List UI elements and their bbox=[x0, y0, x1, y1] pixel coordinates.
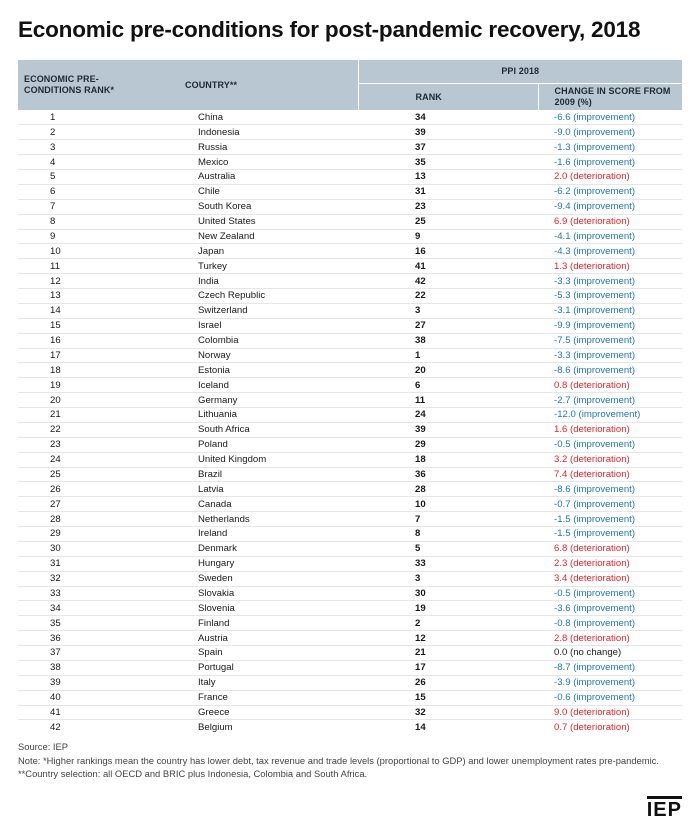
table-row bbox=[18, 214, 682, 229]
cell-change: 9.0 (deterioration) bbox=[538, 705, 682, 720]
cell-change: 0.8 (deterioration) bbox=[538, 378, 682, 393]
cell-change: -2.7 (improvement) bbox=[538, 393, 682, 408]
table-row bbox=[18, 497, 682, 512]
cell-ppi-rank: 28 bbox=[358, 482, 538, 497]
table-row bbox=[18, 541, 682, 556]
cell-change: 3.2 (deterioration) bbox=[538, 452, 682, 467]
cell-change: 2.8 (deterioration) bbox=[538, 631, 682, 646]
iep-logo: IEP bbox=[647, 796, 682, 820]
cell-rank: 4 bbox=[18, 155, 126, 170]
table-row bbox=[18, 333, 682, 348]
cell-ppi-rank: 2 bbox=[358, 616, 538, 631]
cell-ppi-rank: 41 bbox=[358, 259, 538, 274]
cell-ppi-rank: 21 bbox=[358, 646, 538, 661]
table-row bbox=[18, 110, 682, 125]
cell-rank: 15 bbox=[18, 318, 126, 333]
cell-ppi-rank: 29 bbox=[358, 437, 538, 452]
cell-rank: 3 bbox=[18, 140, 126, 155]
cell-ppi-rank: 8 bbox=[358, 527, 538, 542]
cell-country: Slovakia bbox=[126, 586, 358, 601]
cell-ppi-rank: 3 bbox=[358, 303, 538, 318]
table-row bbox=[18, 690, 682, 705]
cell-country: Canada bbox=[126, 497, 358, 512]
cell-rank: 35 bbox=[18, 616, 126, 631]
table-row bbox=[18, 274, 682, 289]
table-row bbox=[18, 646, 682, 661]
cell-rank: 11 bbox=[18, 259, 126, 274]
table-row bbox=[18, 170, 682, 185]
cell-country: Poland bbox=[126, 437, 358, 452]
cell-country: Australia bbox=[126, 170, 358, 185]
cell-rank: 30 bbox=[18, 541, 126, 556]
cell-country: Russia bbox=[126, 140, 358, 155]
cell-change: -1.5 (improvement) bbox=[538, 527, 682, 542]
cell-rank: 14 bbox=[18, 303, 126, 318]
cell-change: -7.5 (improvement) bbox=[538, 333, 682, 348]
cell-rank: 19 bbox=[18, 378, 126, 393]
cell-rank: 18 bbox=[18, 363, 126, 378]
table-row bbox=[18, 675, 682, 690]
cell-country: South Korea bbox=[126, 199, 358, 214]
cell-country: New Zealand bbox=[126, 229, 358, 244]
cell-ppi-rank: 42 bbox=[358, 274, 538, 289]
table-row bbox=[18, 512, 682, 527]
table-row bbox=[18, 184, 682, 199]
cell-country: Spain bbox=[126, 646, 358, 661]
cell-change: -12.0 (improvement) bbox=[538, 408, 682, 423]
cell-change: -3.1 (improvement) bbox=[538, 303, 682, 318]
cell-ppi-rank: 24 bbox=[358, 408, 538, 423]
table-row bbox=[18, 363, 682, 378]
cell-ppi-rank: 26 bbox=[358, 675, 538, 690]
cell-change: 0.7 (deterioration) bbox=[538, 720, 682, 735]
table-row bbox=[18, 155, 682, 170]
table-row bbox=[18, 289, 682, 304]
cell-change: -3.6 (improvement) bbox=[538, 601, 682, 616]
cell-country: Slovenia bbox=[126, 601, 358, 616]
cell-country: Germany bbox=[126, 393, 358, 408]
chart-title: Economic pre-conditions for post-pandemic recovery, 2018 bbox=[18, 17, 641, 42]
cell-ppi-rank: 25 bbox=[358, 214, 538, 229]
cell-country: Norway bbox=[126, 348, 358, 363]
cell-ppi-rank: 5 bbox=[358, 541, 538, 556]
cell-ppi-rank: 6 bbox=[358, 378, 538, 393]
cell-country: Japan bbox=[126, 244, 358, 259]
table-row bbox=[18, 318, 682, 333]
cell-country: Austria bbox=[126, 631, 358, 646]
cell-rank: 2 bbox=[18, 125, 126, 140]
cell-rank: 28 bbox=[18, 512, 126, 527]
table-row bbox=[18, 303, 682, 318]
cell-rank: 22 bbox=[18, 422, 126, 437]
cell-country: China bbox=[198, 111, 224, 123]
cell-rank: 42 bbox=[18, 720, 126, 735]
source-text: Source: IEP bbox=[18, 741, 69, 752]
cell-change: 2.0 (deterioration) bbox=[538, 170, 682, 185]
cell-rank: 31 bbox=[18, 556, 126, 571]
cell-country: United Kingdom bbox=[126, 452, 358, 467]
table-row bbox=[18, 586, 682, 601]
cell-change: 0.0 (no change) bbox=[538, 646, 682, 661]
cell-country: France bbox=[126, 690, 358, 705]
header-change: CHANGE IN SCORE FROM 2009 (%) bbox=[538, 83, 682, 110]
table-row bbox=[18, 244, 682, 259]
cell-country: Denmark bbox=[126, 541, 358, 556]
cell-change: -0.6 (improvement) bbox=[538, 690, 682, 705]
table-row bbox=[18, 259, 682, 274]
cell-rank: 8 bbox=[18, 214, 126, 229]
cell-change: -6.2 (improvement) bbox=[538, 184, 682, 199]
cell-ppi-rank: 27 bbox=[358, 318, 538, 333]
cell-change: -1.6 (improvement) bbox=[538, 155, 682, 170]
cell-ppi-rank: 20 bbox=[358, 363, 538, 378]
cell-country: Ireland bbox=[126, 527, 358, 542]
cell-ppi-rank: 32 bbox=[358, 705, 538, 720]
cell-country: Switzerland bbox=[126, 303, 358, 318]
table-row bbox=[18, 660, 682, 675]
cell-country: United States bbox=[126, 214, 358, 229]
cell-rank: 10 bbox=[18, 244, 126, 259]
cell-country: Latvia bbox=[126, 482, 358, 497]
cell-rank: 17 bbox=[18, 348, 126, 363]
cell-country: Finland bbox=[126, 616, 358, 631]
cell-country: Hungary bbox=[126, 556, 358, 571]
table-row bbox=[18, 705, 682, 720]
cell-country: Mexico bbox=[126, 155, 358, 170]
table-body bbox=[18, 110, 682, 735]
cell-country: Italy bbox=[126, 675, 358, 690]
cell-country: Lithuania bbox=[126, 408, 358, 423]
table-row bbox=[18, 631, 682, 646]
cell-change: -0.5 (improvement) bbox=[538, 586, 682, 601]
cell-country: Colombia bbox=[126, 333, 358, 348]
cell-change: 6.8 (deterioration) bbox=[538, 541, 682, 556]
cell-ppi-rank: 18 bbox=[358, 452, 538, 467]
cell-country: Israel bbox=[126, 318, 358, 333]
cell-change: -3.3 (improvement) bbox=[538, 348, 682, 363]
cell-ppi-rank: 17 bbox=[358, 660, 538, 675]
cell-ppi-rank: 22 bbox=[358, 289, 538, 304]
header-ppi: PPI 2018 bbox=[358, 60, 682, 83]
cell-ppi-rank: 34 bbox=[415, 111, 426, 123]
cell-change: -6.6 (improvement) bbox=[554, 111, 636, 123]
cell-rank: 24 bbox=[18, 452, 126, 467]
cell-change: -1.3 (improvement) bbox=[538, 140, 682, 155]
cell-ppi-rank: 36 bbox=[358, 467, 538, 482]
cell-rank: 34 bbox=[18, 601, 126, 616]
cell-ppi-rank: 33 bbox=[358, 556, 538, 571]
cell-rank: 21 bbox=[18, 408, 126, 423]
cell-rank: 41 bbox=[18, 705, 126, 720]
cell-rank: 1 bbox=[50, 111, 56, 123]
header-rank: ECONOMIC PRE-CONDITIONS RANK* bbox=[18, 60, 126, 110]
cell-change: 2.3 (deterioration) bbox=[538, 556, 682, 571]
cell-change: -1.5 (improvement) bbox=[538, 512, 682, 527]
cell-country: Iceland bbox=[126, 378, 358, 393]
cell-country: Portugal bbox=[126, 660, 358, 675]
table-row bbox=[18, 601, 682, 616]
cell-country: Greece bbox=[126, 705, 358, 720]
cell-ppi-rank: 3 bbox=[358, 571, 538, 586]
cell-change: -9.0 (improvement) bbox=[538, 125, 682, 140]
cell-ppi-rank: 16 bbox=[358, 244, 538, 259]
cell-rank: 27 bbox=[18, 497, 126, 512]
table-row bbox=[18, 437, 682, 452]
cell-rank: 6 bbox=[18, 184, 126, 199]
cell-change: -3.3 (improvement) bbox=[538, 274, 682, 289]
header-country: COUNTRY** bbox=[126, 60, 358, 110]
cell-change: -0.8 (improvement) bbox=[538, 616, 682, 631]
cell-rank: 25 bbox=[18, 467, 126, 482]
cell-country: Chile bbox=[126, 184, 358, 199]
cell-ppi-rank: 23 bbox=[358, 199, 538, 214]
header-ppi-rank: RANK bbox=[358, 83, 538, 110]
cell-ppi-rank: 37 bbox=[358, 140, 538, 155]
cell-rank: 36 bbox=[18, 631, 126, 646]
cell-ppi-rank: 35 bbox=[358, 155, 538, 170]
cell-rank: 23 bbox=[18, 437, 126, 452]
cell-country: Belgium bbox=[126, 720, 358, 735]
cell-country: India bbox=[126, 274, 358, 289]
cell-rank: 13 bbox=[18, 289, 126, 304]
cell-country: Netherlands bbox=[126, 512, 358, 527]
cell-change: -8.7 (improvement) bbox=[538, 660, 682, 675]
cell-country: Czech Republic bbox=[126, 289, 358, 304]
cell-ppi-rank: 1 bbox=[358, 348, 538, 363]
cell-country: Estonia bbox=[126, 363, 358, 378]
table-row bbox=[18, 125, 682, 140]
note-text: Note: *Higher rankings mean the country has lower debt, tax revenue and trade levels (proportional to GDP) and lower unemployment rates pre-pandemic. **Country selection: all OECD and BRIC plus Indonesia, Colombia and South Africa. bbox=[18, 755, 659, 779]
table-row bbox=[18, 556, 682, 571]
cell-ppi-rank: 38 bbox=[358, 333, 538, 348]
data-table bbox=[18, 60, 682, 735]
cell-change: -9.4 (improvement) bbox=[538, 199, 682, 214]
cell-rank: 32 bbox=[18, 571, 126, 586]
cell-ppi-rank: 30 bbox=[358, 586, 538, 601]
table-row bbox=[18, 199, 682, 214]
cell-ppi-rank: 10 bbox=[358, 497, 538, 512]
table-row bbox=[18, 616, 682, 631]
cell-change: -5.3 (improvement) bbox=[538, 289, 682, 304]
table-row bbox=[18, 408, 682, 423]
table-row bbox=[18, 482, 682, 497]
cell-country: Brazil bbox=[126, 467, 358, 482]
cell-rank: 20 bbox=[18, 393, 126, 408]
cell-rank: 38 bbox=[18, 660, 126, 675]
cell-change: 6.9 (deterioration) bbox=[538, 214, 682, 229]
cell-change: -0.7 (improvement) bbox=[538, 497, 682, 512]
cell-rank: 5 bbox=[18, 170, 126, 185]
cell-change: -8.6 (improvement) bbox=[538, 363, 682, 378]
cell-change: -0.5 (improvement) bbox=[538, 437, 682, 452]
table-row bbox=[18, 348, 682, 363]
cell-ppi-rank: 7 bbox=[358, 512, 538, 527]
table-row bbox=[18, 452, 682, 467]
cell-rank: 12 bbox=[18, 274, 126, 289]
table-row bbox=[18, 393, 682, 408]
cell-change: 1.6 (deterioration) bbox=[538, 422, 682, 437]
cell-rank: 40 bbox=[18, 690, 126, 705]
table-row bbox=[18, 378, 682, 393]
cell-change: -4.3 (improvement) bbox=[538, 244, 682, 259]
cell-ppi-rank: 19 bbox=[358, 601, 538, 616]
cell-country: South Africa bbox=[126, 422, 358, 437]
cell-country: Turkey bbox=[126, 259, 358, 274]
cell-ppi-rank: 31 bbox=[358, 184, 538, 199]
cell-rank: 7 bbox=[18, 199, 126, 214]
cell-ppi-rank: 11 bbox=[358, 393, 538, 408]
cell-ppi-rank: 12 bbox=[358, 631, 538, 646]
cell-rank: 39 bbox=[18, 675, 126, 690]
cell-change: -8.6 (improvement) bbox=[538, 482, 682, 497]
table-row bbox=[18, 720, 682, 735]
table-row bbox=[18, 229, 682, 244]
cell-country: Indonesia bbox=[126, 125, 358, 140]
cell-ppi-rank: 39 bbox=[358, 125, 538, 140]
table-row bbox=[18, 140, 682, 155]
cell-rank: 26 bbox=[18, 482, 126, 497]
cell-change: -9.9 (improvement) bbox=[538, 318, 682, 333]
cell-change: -4.1 (improvement) bbox=[538, 229, 682, 244]
table-row bbox=[18, 527, 682, 542]
cell-rank: 9 bbox=[18, 229, 126, 244]
table-row bbox=[18, 422, 682, 437]
cell-rank: 33 bbox=[18, 586, 126, 601]
cell-country: Sweden bbox=[126, 571, 358, 586]
table-row bbox=[18, 467, 682, 482]
table-header bbox=[18, 60, 682, 110]
cell-change: 3.4 (deterioration) bbox=[538, 571, 682, 586]
cell-change: -3.9 (improvement) bbox=[538, 675, 682, 690]
cell-change: 1.3 (deterioration) bbox=[538, 259, 682, 274]
cell-rank: 37 bbox=[18, 646, 126, 661]
cell-ppi-rank: 15 bbox=[358, 690, 538, 705]
cell-rank: 16 bbox=[18, 333, 126, 348]
cell-ppi-rank: 14 bbox=[358, 720, 538, 735]
cell-ppi-rank: 39 bbox=[358, 422, 538, 437]
cell-ppi-rank: 13 bbox=[358, 170, 538, 185]
table-row bbox=[18, 571, 682, 586]
cell-rank: 29 bbox=[18, 527, 126, 542]
cell-change: 7.4 (deterioration) bbox=[538, 467, 682, 482]
cell-ppi-rank: 9 bbox=[358, 229, 538, 244]
